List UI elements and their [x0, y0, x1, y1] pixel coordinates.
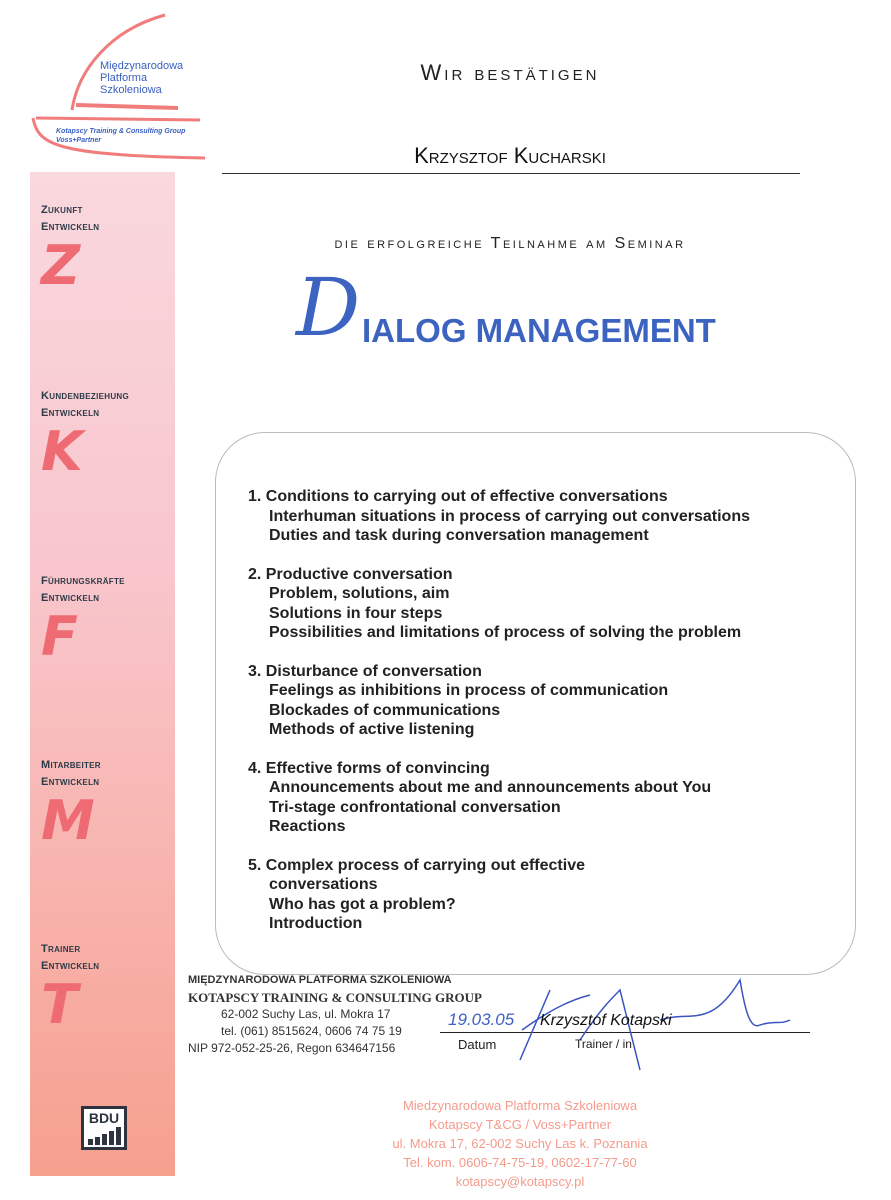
- section-title: 4. Effective forms of convincing: [248, 759, 490, 777]
- section-item: Methods of active listening: [269, 721, 475, 738]
- company-stamp: MIĘDZYNARODOWA PLATFORMA SZKOLENIOWA KOTAPSCY TRAINING & CONSULTING GROUP 62-002 Suchy Las, ul. Mokra 17 tel. (061) 8515624, 0606 74 75 19 NIP 972-052-25-26, Regon 634647156: [188, 974, 482, 1055]
- seminar-initial: D: [296, 261, 361, 354]
- trainer-role: Trainer / in: [575, 1037, 632, 1051]
- logo-text: Międzynarodowa Platforma Szkoleniowa: [100, 60, 184, 96]
- section: [248, 565, 750, 643]
- section-title: 3. Disturbance of conversation: [248, 662, 482, 680]
- bdu-logo: BDU: [81, 1106, 127, 1150]
- sidebar-item-mitarbeiter: Mitarbeiter Entwickeln M: [41, 759, 101, 852]
- section-item: Announcements about me and announcements about You: [269, 779, 712, 796]
- handwritten-date: 19.03.05: [448, 1010, 515, 1029]
- seminar-title: IALOG MANAGEMENT: [362, 312, 716, 349]
- section-item: Who has got a problem?: [269, 895, 456, 913]
- sidebar-letter: T: [41, 973, 79, 1036]
- sidebar-letter: F: [41, 605, 79, 668]
- seminar-contents: [248, 487, 750, 953]
- sidebar-item-fuehrungskraefte: Führungskräfte Entwickeln F: [41, 575, 125, 668]
- section-item: Tri-stage confrontational conversation: [269, 798, 561, 816]
- sidebar-item-zukunft: Zukunft Entwickeln Z: [41, 204, 100, 297]
- section-item: Feelings as inhibitions in process of communication: [269, 682, 669, 699]
- trainer-name: Krzysztof Kotapski: [540, 1012, 672, 1029]
- section-item: Problem, solutions, aim: [269, 585, 450, 602]
- section-title: 5. Complex process of carrying out effective: [248, 856, 585, 874]
- section: [248, 662, 750, 740]
- section: [248, 856, 750, 934]
- section-item: Duties and task during conversation management: [269, 527, 649, 544]
- sidebar-letter: K: [41, 420, 84, 483]
- footer-address: Miedzynarodowa Platforma Szkoleniowa Kotapscy T&CG / Voss+Partner ul. Mokra 17, 62-002 Suchy Las k. Poznania Tel. kom. 0606-74-75-19, 0602-17-77-60 kotapscy@kotapscy.pl: [392, 1098, 648, 1189]
- certificate-title: Wir bestätigen: [420, 60, 600, 85]
- logo-subtitle: Kotapscy Training & Consulting Group Voss+Partner: [56, 128, 186, 144]
- section-item: Solutions in four steps: [269, 604, 443, 622]
- sidebar-letter: M: [41, 789, 96, 852]
- section-item: Blockades of communications: [269, 701, 501, 719]
- section-item: Interhuman situations in process of carrying out conversations: [269, 507, 750, 525]
- section-title: 2. Productive conversation: [248, 565, 453, 583]
- participant-name: Krzysztof Kucharski: [414, 143, 606, 168]
- section: [248, 759, 750, 837]
- section: [248, 487, 750, 546]
- bars-icon: [84, 1127, 124, 1145]
- certificate-subtitle: die erfolgreiche Teilnahme am Seminar: [334, 235, 686, 252]
- section-item: Introduction: [269, 915, 363, 932]
- sidebar-letter: Z: [41, 234, 81, 297]
- date-label: Datum: [458, 1037, 497, 1052]
- sidebar-item-trainer: Trainer Entwickeln T: [41, 943, 100, 1036]
- section-title: 1. Conditions to carrying out of effective conversations: [248, 488, 668, 505]
- section-item: Possibilities and limitations of process of solving the problem: [269, 624, 742, 641]
- section-item: conversations: [269, 876, 378, 893]
- sidebar-item-kundenbeziehung: Kundenbeziehung Entwickeln K: [41, 390, 130, 483]
- name-underline: [222, 173, 800, 174]
- section-item: Reactions: [269, 818, 346, 835]
